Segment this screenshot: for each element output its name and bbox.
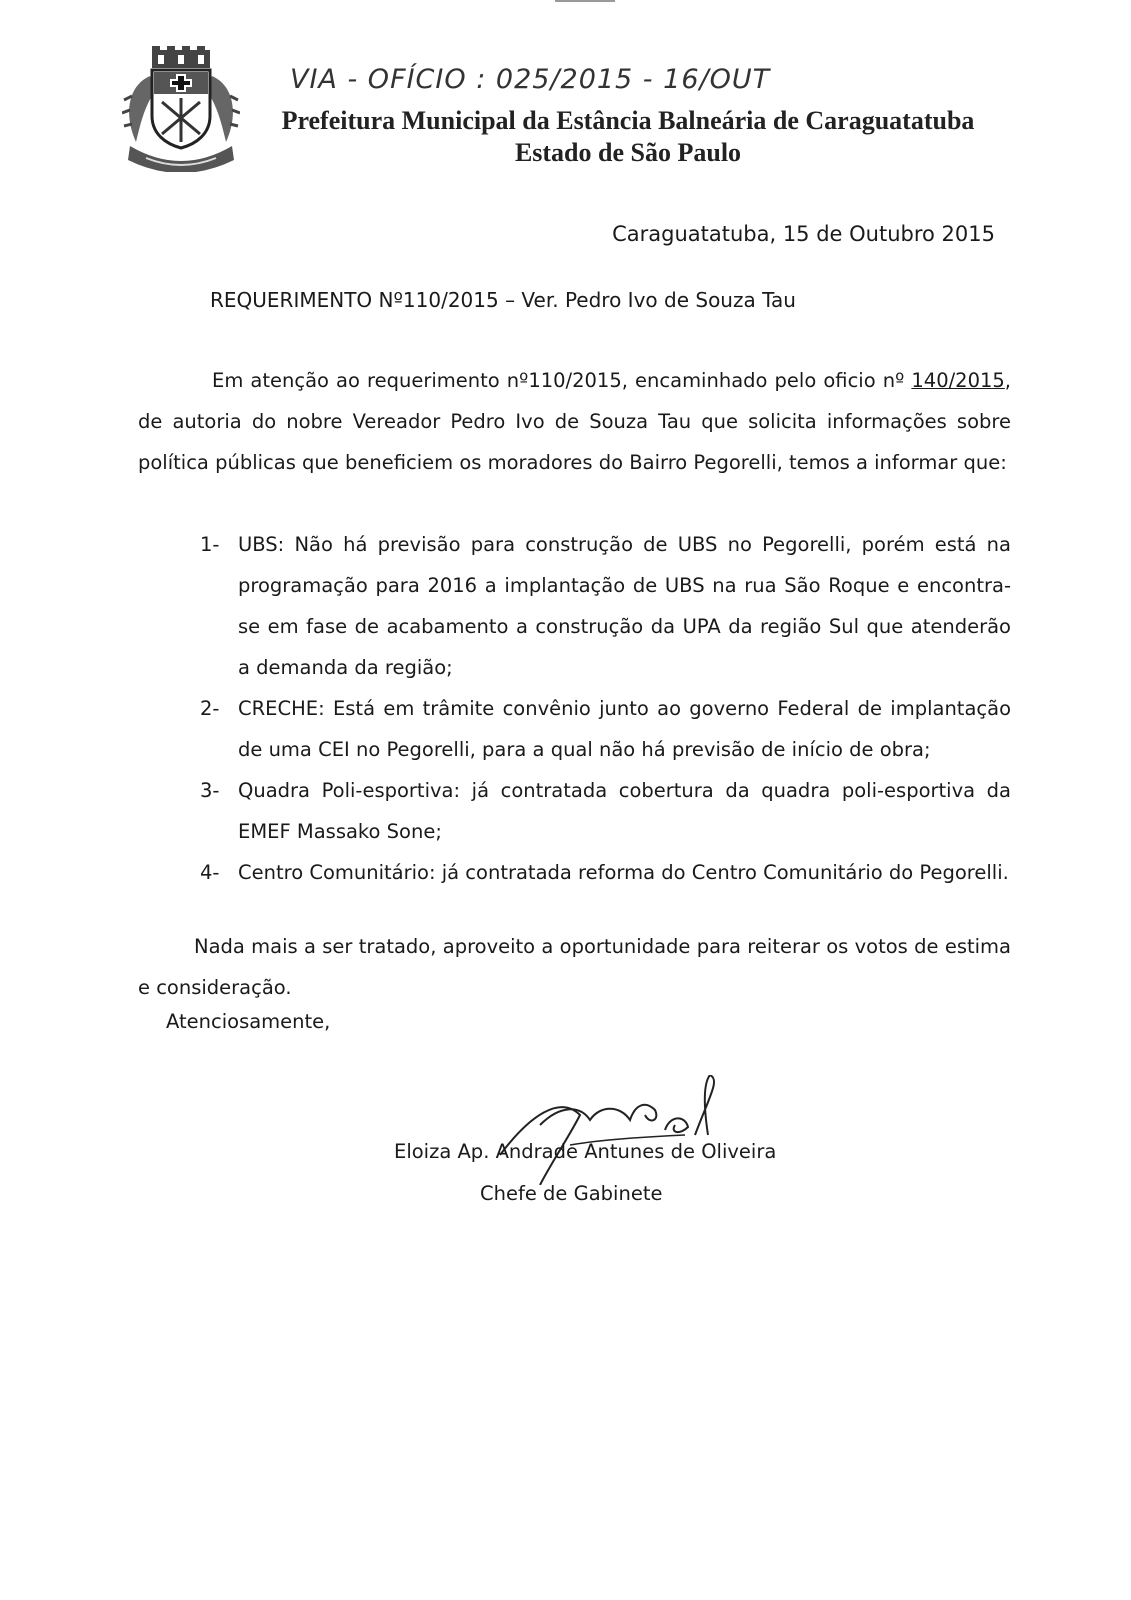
handwritten-note: VIA - OFÍCIO : 025/2015 - 16/OUT	[290, 64, 771, 95]
subject-line: REQUERIMENTO Nº110/2015 – Ver. Pedro Ivo de Souza Tau	[210, 288, 796, 312]
intro-part2: , de autoria do nobre Vereador Pedro Ivo de Souza Tau que solicita informações sobre política públicas que beneficiem os moradores do Bairro Pegorelli, temos a informar que:	[138, 369, 1011, 474]
list-item	[200, 852, 1011, 893]
items-list	[200, 524, 1011, 893]
closing-paragraph	[138, 926, 1011, 1008]
intro-paragraph	[138, 360, 1011, 483]
header-subtitle: Estado de São Paulo	[514, 138, 742, 167]
closing-text: Nada mais a ser tratado, aproveito a oportunidade para reiterar os votos de estima e consideração.	[138, 935, 1011, 999]
sign-off: Atenciosamente,	[166, 1010, 331, 1033]
item-number: 3-	[200, 779, 220, 802]
list-item	[200, 770, 1011, 852]
item-number: 4-	[200, 861, 220, 884]
item-text: Centro Comunitário: já contratada reforma do Centro Comunitário do Pegorelli.	[238, 861, 1009, 884]
item-number: 2-	[200, 697, 220, 720]
municipal-crest-logo	[122, 46, 240, 172]
item-number: 1-	[200, 533, 220, 556]
oficio-number: 140/2015	[911, 369, 1005, 392]
item-text: Quadra Poli-esportiva: já contratada cobertura da quadra poli-esportiva da EMEF Massako Sone;	[238, 779, 1011, 843]
signer-name: Eloiza Ap. Andrade Antunes de Oliveira	[394, 1140, 777, 1163]
signer-role: Chefe de Gabinete	[480, 1182, 663, 1205]
header-title: Prefeitura Municipal da Estância Balneária de Caraguatatuba	[281, 106, 975, 135]
list-item	[200, 524, 1011, 688]
item-text: UBS: Não há previsão para construção de UBS no Pegorelli, porém está na programação para 2016 a implantação de UBS na rua São Roque e encontra-se em fase de acabamento a construção da UPA da região Sul que atenderão a demanda da região;	[238, 533, 1011, 679]
handwritten-signature	[470, 1075, 730, 1185]
item-text: CRECHE: Está em trâmite convênio junto ao governo Federal de implantação de uma CEI no Pegorelli, para a qual não há previsão de início de obra;	[238, 697, 1011, 761]
intro-part1: Em atenção ao requerimento nº110/2015, encaminhado pelo oficio nº	[212, 369, 912, 392]
date-line: Caraguatatuba, 15 de Outubro 2015	[612, 222, 995, 246]
top-scan-mark	[555, 0, 615, 2]
list-item	[200, 688, 1011, 770]
